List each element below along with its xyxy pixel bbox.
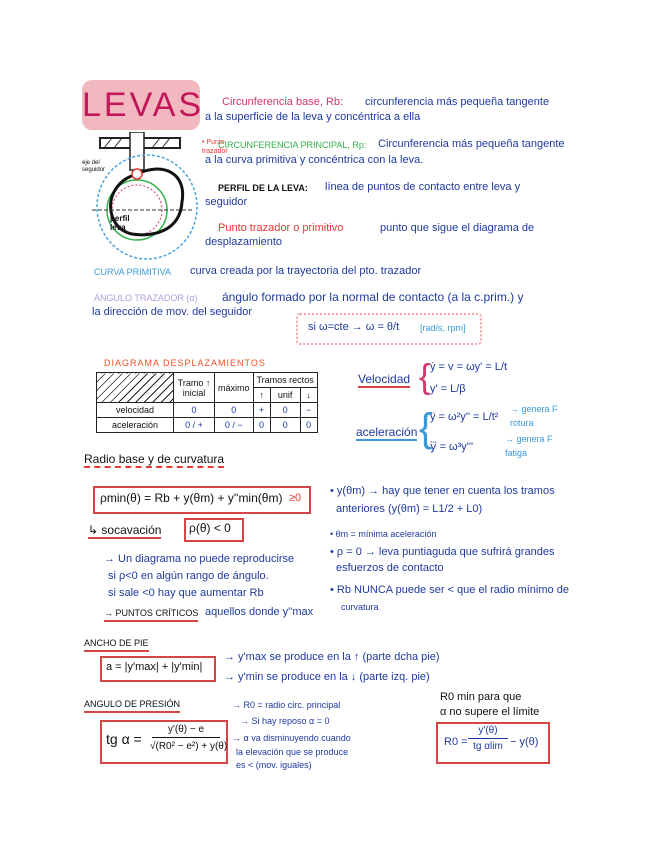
def-term-1: CIRCUNFERENCIA PRINCIPAL, Rp:	[218, 140, 367, 150]
label-eje-seguidor: eje del seguidor	[82, 160, 106, 173]
def-term-4: CURVA PRIMITIVA	[94, 267, 172, 277]
def-term-3: Punto trazador o primitivo	[218, 222, 344, 234]
r0-numerator: y'(θ)	[468, 724, 508, 739]
aceleracion-eq2: y⃛ = ω³y'''	[430, 441, 474, 453]
ancho-note-1: → y'min se produce en la ↓ (parte izq. pie)	[224, 671, 430, 683]
label-perfil-leva: perfil leva	[110, 214, 130, 232]
socavacion-label: ↳ socavación	[88, 523, 162, 537]
presion-denominator: √(R0² − e²) + y(θ)	[150, 741, 228, 752]
def-term-0: Circunferencia base, Rb:	[222, 96, 344, 108]
page-title: LEVAS	[82, 80, 200, 130]
cam-diagram	[92, 132, 202, 262]
subheader-up: ↑	[253, 388, 270, 403]
cell: 0	[270, 403, 300, 418]
cell: 0	[270, 418, 300, 433]
def-text-1: Circunferencia más pequeña tangente	[378, 138, 565, 150]
aceleracion-eq1: ÿ = ω²y'' = L/t²	[430, 411, 499, 423]
radio-right-3: • ρ = 0 → leva puntiaguda que sufrirá grandes	[330, 546, 555, 558]
criticos-text: aquellos donde y''max	[205, 606, 314, 618]
cell: 0	[174, 403, 215, 418]
def-term-5: ÁNGULO TRAZADOR (α)	[94, 293, 198, 303]
radio-heading: Radio base y de curvatura	[84, 452, 225, 466]
presion-note-3: la elevación que se produce	[236, 747, 349, 757]
def-text-2b: seguidor	[205, 196, 248, 208]
def-text-4: curva creada por la trayectoria del pto. trazador	[190, 265, 422, 277]
cell: −	[300, 403, 317, 418]
radio-right-0: • y(θm) → hay que tener en cuenta los tramos	[330, 485, 555, 497]
presion-formula-left: tg α =	[106, 731, 142, 747]
socavacion-formula: ρ(θ) < 0	[189, 521, 231, 535]
presion-note-1: → Si hay reposo α = 0	[240, 716, 330, 726]
r0-title-2: α no supere el límite	[440, 706, 540, 718]
def-text-3: punto que sigue el diagrama de	[380, 222, 535, 234]
ancho-formula: a = |y'max| + |y'min|	[106, 661, 203, 673]
velocidad-eq2: y' = L/β	[430, 383, 466, 395]
omega-units: [rad/s, rpm]	[420, 323, 466, 333]
rho-formula: ρmin(θ) = Rb + y(θm) + y''min(θm)	[100, 491, 283, 505]
diagrama-title: DIAGRAMA DESPLAZAMIENTOS	[104, 358, 266, 368]
presion-numerator: y'(θ) − e	[152, 723, 220, 738]
subheader-unif: unif	[270, 388, 300, 403]
def-text-3b: desplazamiento	[205, 236, 283, 248]
cell: 0	[215, 403, 254, 418]
ancho-heading: ANCHO DE PIE	[84, 636, 149, 652]
presion-note-0: → R0 = radio circ. principal	[232, 700, 341, 710]
r0-title-1: R0 min para que	[440, 691, 522, 703]
radio-right-2: • θm = mínima aceleración	[330, 529, 437, 539]
brace-velocidad: {	[419, 358, 431, 396]
subheader-down: ↓	[300, 388, 317, 403]
def-text-2: línea de puntos de contacto entre leva y	[325, 181, 521, 193]
omega-formula: si ω=cte → ω = θ/t	[308, 321, 400, 333]
def-text-5b: la dirección de mov. del seguidor	[92, 306, 252, 318]
header-tramo-inicial: Tramo ↑ inicial	[174, 373, 215, 403]
table-row	[97, 418, 318, 433]
label-punto-trazador: • Punto trazador	[202, 139, 228, 155]
aceleracion-note2: → genera F fatiga	[505, 434, 553, 458]
def-term-2: PERFIL DE LA LEVA:	[218, 183, 308, 193]
cell: 0 / +	[174, 418, 215, 433]
velocidad-eq1: ẏ = v = ωy' = L/t	[430, 361, 508, 373]
def-text-0: circunferencia más pequeña tangente	[365, 96, 550, 108]
presion-note-4: es < (mov. iguales)	[236, 760, 312, 770]
table-row	[97, 403, 318, 418]
header-maximo: máximo	[215, 373, 254, 403]
radio-right-1: anteriores (y(θm) = L1/2 + L0)	[336, 503, 483, 515]
header-tramos-rectos: Tramos rectos	[253, 373, 317, 388]
radio-right-5: • Rb NUNCA puede ser < que el radio mínimo de	[330, 584, 569, 596]
r0-denominator: tg αlim	[473, 741, 503, 752]
def-text-5: ángulo formado por la normal de contacto (a la c.prim.) y	[222, 290, 524, 304]
radio-right-4: esfuerzos de contacto	[336, 562, 444, 574]
cell: 0	[300, 418, 317, 433]
velocidad-label: Velocidad	[358, 372, 411, 386]
aceleracion-label: aceleración	[356, 425, 418, 439]
row-label: aceleración	[97, 418, 174, 433]
ancho-note-0: → y'max se produce en la ↑ (parte dcha pie)	[224, 651, 440, 663]
def-text-1b: a la curva primitiva y concéntrica con la leva.	[205, 154, 424, 166]
table-corner-hatch	[97, 373, 174, 403]
cell: +	[253, 403, 270, 418]
cell: 0	[253, 418, 270, 433]
cell: 0 / −	[215, 418, 254, 433]
aceleracion-note1: → genera F rotura	[510, 404, 558, 428]
rho-cond: ≥0	[289, 492, 302, 504]
brace-aceleracion: {	[419, 406, 433, 450]
diagrama-table	[96, 372, 318, 433]
presion-note-2: → α va disminuyendo cuando	[232, 733, 351, 743]
presion-heading: ANGULO DE PRESIÓN	[84, 697, 180, 713]
row-label: velocidad	[97, 403, 174, 418]
r0-tail: − y(θ)	[510, 736, 539, 748]
def-text-0b: a la superficie de la leva y concéntrica a ella	[205, 111, 421, 123]
radio-note-1: si ρ<0 en algún rango de ángulo.	[108, 570, 269, 582]
radio-note-2: si sale <0 hay que aumentar Rb	[108, 587, 264, 599]
r0-formula-left: R0 =	[444, 736, 468, 748]
criticos-label: → PUNTOS CRÍTICOS	[104, 606, 198, 622]
radio-right-6: curvatura	[341, 602, 379, 612]
radio-note-0: → Un diagrama no puede reproducirse	[104, 553, 295, 565]
